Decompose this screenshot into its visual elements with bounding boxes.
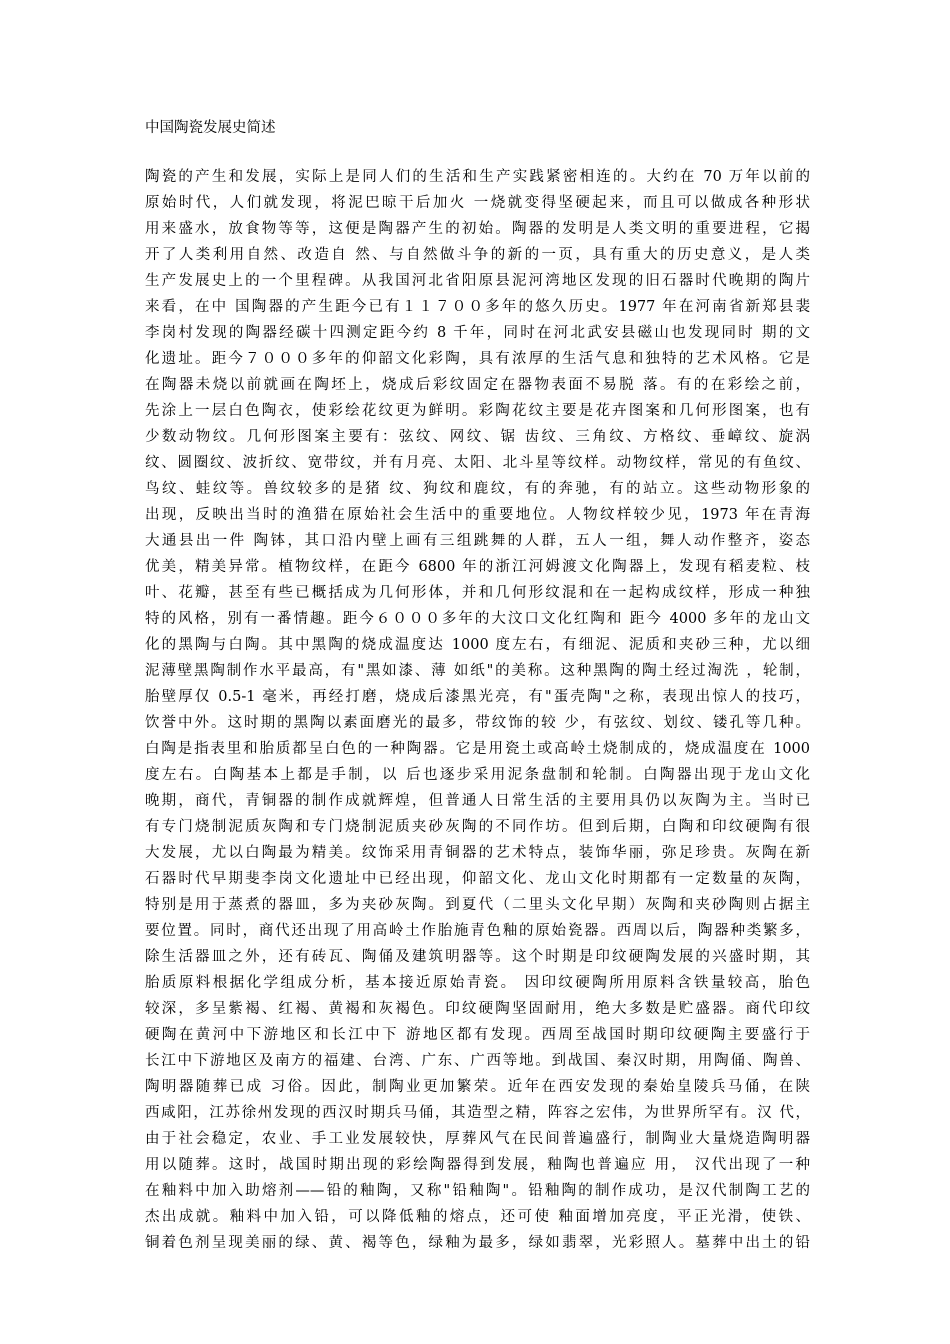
body-text-line: 长江中下游地区及南方的福建、台湾、广东、广西等地。到战国、秦汉时期，用陶俑、陶兽、: [145, 1053, 810, 1069]
body-text-line: 陶瓷的产生和发展，实际上是同人们的生活和生产实践紧密相连的。大约在 70 万年以前的: [145, 169, 810, 185]
body-text-line: 西咸阳，江苏徐州发现的西汉时期兵马俑，其造型之精，阵容之宏伟，为世界所罕有。汉 代，: [145, 1105, 810, 1121]
body-text-line: 石器时代早期斐李岗文化遗址中已经出现，仰韶文化、龙山文化时期都有一定数量的灰陶，: [145, 871, 810, 887]
body-text-line: 有专门烧制泥质灰陶和专门烧制泥质夹砂灰陶的不同作坊。但到后期，白陶和印纹硬陶有很: [145, 819, 810, 835]
body-text-line: 大发展，尤以白陶最为精美。纹饰采用青铜器的艺术特点，装饰华丽，弥足珍贵。灰陶在新: [145, 845, 810, 861]
body-text-line: 化遗址。距今７０００多年的仰韶文化彩陶，具有浓厚的生活气息和独特的艺术风格。它是: [145, 351, 810, 367]
body-text-line: 在陶器未烧以前就画在陶坯上，烧成后彩纹固定在器物表面不易脱 落。有的在彩绘之前，: [145, 377, 810, 393]
body-text-line: 少数动物纹。几何形图案主要有：弦纹、网纹、锯 齿纹、三角纹、方格纹、垂嶂纹、旋涡: [145, 429, 810, 445]
body-text-line: 晚期，商代，青铜器的制作成就辉煌，但普通人日常生活的主要用具仍以灰陶为主。当时已: [145, 793, 810, 809]
body-text-line: 开了人类利用自然、改造自 然、与自然做斗争的新的一页，具有重大的历史意义，是人类: [145, 247, 810, 263]
body-text-line: 用以随葬。这时，战国时期出现的彩绘陶器得到发展，釉陶也普遍应 用， 汉代出现了一种: [145, 1157, 810, 1173]
body-text-line: 鸟纹、蛙纹等。兽纹较多的是猪 纹、狗纹和鹿纹，有的奔驰，有的站立。这些动物形象的: [145, 481, 810, 497]
body-text-line: 原始时代，人们就发现，将泥巴晾干后加火 一烧就变得坚硬起来，而且可以做成各种形状: [145, 195, 810, 211]
body-text-line: 白陶是指表里和胎质都呈白色的一种陶器。它是用瓷土或高岭土烧制成的，烧成温度在 1000: [145, 741, 810, 757]
body-text-line: 李岗村发现的陶器经碳十四测定距今约 8 千年，同时在河北武安县磁山也发现同时 期的文: [145, 325, 810, 341]
body-text-line: 胎壁厚仅 0.5-1 毫米，再经打磨，烧成后漆黑光亮，有"蛋壳陶"之称，表现出惊人的技巧，: [145, 689, 810, 705]
body-text-line: 杰出成就。釉料中加入铅，可以降低釉的熔点，还可使 釉面增加亮度，平正光滑，使铁、: [145, 1209, 810, 1225]
body-text-line: 特的风格，别有一番情趣。距今６０００多年的大汶口文化红陶和 距今 4000 多年的龙山文: [145, 611, 810, 627]
body-text-line: 要位置。同时，商代还出现了用高岭土作胎施青色釉的原始瓷器。西周以后，陶器种类繁多，: [145, 923, 810, 939]
body-text-line: 饮誉中外。这时期的黑陶以素面磨光的最多，带纹饰的较 少，有弦纹、划纹、镂孔等几种。: [145, 715, 810, 731]
document-title: 中国陶瓷发展史简述: [145, 120, 276, 136]
body-text-line: 在釉料中加入助熔剂——铅的釉陶，又称"铅釉陶"。铅釉陶的制作成功，是汉代制陶工艺的: [145, 1183, 810, 1199]
body-text-line: 硬陶在黄河中下游地区和长江中下 游地区都有发现。西周至战国时期印纹硬陶主要盛行于: [145, 1027, 810, 1043]
body-text-line: 用来盛水，放食物等等，这便是陶器产生的初始。陶器的发明是人类文明的重要进程，它揭: [145, 221, 810, 237]
body-text-line: 泥薄壁黑陶制作水平最高，有"黑如漆、薄 如纸"的美称。这种黑陶的陶土经过淘洗 ，轮制，: [145, 663, 810, 679]
body-text-line: 较深，多呈紫褐、红褐、黄褐和灰褐色。印纹硬陶坚固耐用，绝大多数是贮盛器。商代印纹: [145, 1001, 810, 1017]
body-text-line: 化的黑陶与白陶。其中黑陶的烧成温度达 1000 度左右，有细泥、泥质和夹砂三种，尤以细: [145, 637, 810, 653]
body-text-line: 胎质原料根据化学组成分析，基本接近原始青瓷。 因印纹硬陶所用原料含铁量较高，胎色: [145, 975, 810, 991]
body-text-line: 特别是用于蒸煮的器皿，多为夹砂灰陶。到夏代（二里头文化早期）灰陶和夹砂陶则占据主: [145, 897, 810, 913]
body-text-line: 来看，在中 国陶器的产生距今已有１１７００多年的悠久历史。1977 年在河南省新郑县裴: [145, 299, 810, 315]
body-text-line: 优美，精美异常。植物纹样，在距今 6800 年的浙江河姆渡文化陶器上，发现有稻麦粒、枝: [145, 559, 810, 575]
body-text-line: 大通县出一件 陶钵，其口沿内壁上画有三组跳舞的人群，五人一组，舞人动作整齐，姿态: [145, 533, 810, 549]
document-body: [145, 164, 810, 1256]
body-text-line: 除生活器皿之外，还有砖瓦、陶俑及建筑明器等。这个时期是印纹硬陶发展的兴盛时期，其: [145, 949, 810, 965]
body-text-line: 生产发展史上的一个里程碑。从我国河北省阳原县泥河湾地区发现的旧石器时代晚期的陶片: [145, 273, 810, 289]
body-text-line: 铜着色剂呈现美丽的绿、黄、褐等色，绿釉为最多，绿如翡翠，光彩照人。墓葬中出土的铅: [145, 1235, 810, 1251]
body-text-line: 度左右。白陶基本上都是手制，以 后也逐步采用泥条盘制和轮制。白陶器出现于龙山文化: [145, 767, 810, 783]
body-text-line: 陶明器随葬已成 习俗。因此，制陶业更加繁荣。近年在西安发现的秦始皇陵兵马俑，在陕: [145, 1079, 810, 1095]
body-text-line: 纹、圆圈纹、波折纹、宽带纹，并有月亮、太阳、北斗星等纹样。动物纹样，常见的有鱼纹、: [145, 455, 810, 471]
body-text-line: 出现，反映出当时的渔猎在原始社会生活中的重要地位。人物纹样较少见，1973 年在青海: [145, 507, 810, 523]
body-text-line: 由于社会稳定，农业、手工业发展较快，厚葬风气在民间普遍盛行，制陶业大量烧造陶明器: [145, 1131, 810, 1147]
body-text-line: 叶、花瓣，甚至有些已概括成为几何形体，并和几何形纹混和在一起构成纹样，形成一种独: [145, 585, 810, 601]
body-text-line: 先涂上一层白色陶衣，使彩绘花纹更为鲜明。彩陶花纹主要是花卉图案和几何形图案，也有: [145, 403, 810, 419]
